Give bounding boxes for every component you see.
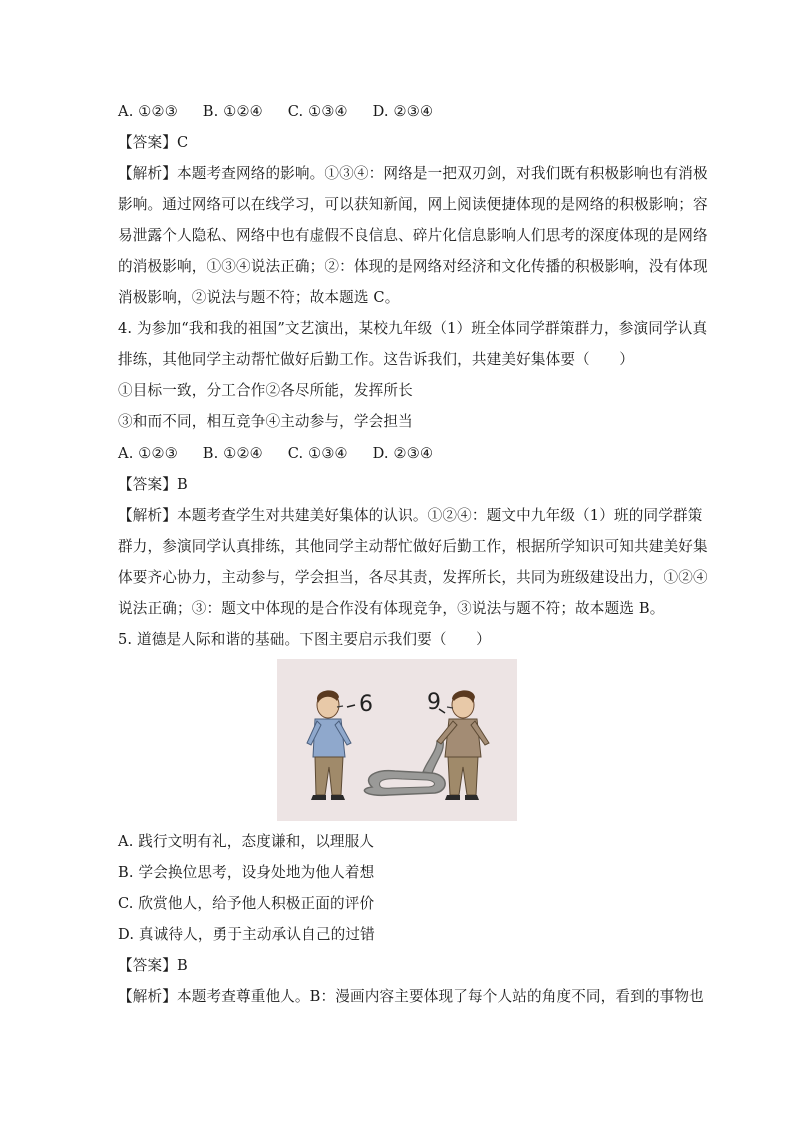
q3-options bbox=[118, 102, 433, 122]
left-speech-number: 6 bbox=[359, 692, 373, 717]
q3-analysis-line: 【解析】本题考查网络的影响。①③④：网络是一把双刃剑，对我们既有积极影响也有消极 bbox=[118, 165, 708, 182]
q3-analysis-line: 易泄露个人隐私、网络中也有虚假不良信息、碎片化信息影响人们思考的深度体现的是网络 bbox=[118, 227, 708, 244]
q4-analysis-line: 体要齐心协力，主动参与，学会担当，各尽其责，发挥所长，共同为班级建设出力，①②④ bbox=[118, 569, 708, 586]
q5-option-c: C. 欣赏他人，给予他人积极正面的评价 bbox=[118, 895, 375, 912]
right-speech-number: 9 bbox=[427, 690, 441, 715]
q4-option-a: A. ①②③ bbox=[118, 445, 178, 462]
cartoon-6-or-9-figure bbox=[277, 659, 517, 821]
q5-answer: 【答案】B bbox=[118, 957, 188, 974]
q4-analysis-line: 说法正确；③：题文中体现的是合作没有体现竞争，③说法与题不符；故本题选 B。 bbox=[118, 600, 665, 617]
q5-option-b: B. 学会换位思考，设身处地为他人着想 bbox=[118, 864, 375, 881]
q3-option-d: D. ②③④ bbox=[372, 103, 434, 120]
q5-stem: 5. 道德是人际和谐的基础。下图主要启示我们要（ ） bbox=[118, 631, 491, 648]
q4-item-line: ①目标一致，分工合作②各尽所能，发挥所长 bbox=[118, 382, 413, 399]
q4-options bbox=[118, 444, 433, 464]
q4-stem-line: 排练，其他同学主动帮忙做好后勤工作。这告诉我们，共建美好集体要（ ） bbox=[118, 351, 635, 368]
q3-analysis-line: 的消极影响，①③④说法正确；②：体现的是网络对经济和文化传播的积极影响，没有体现 bbox=[118, 258, 708, 275]
q5-option-a: A. 践行文明有礼，态度谦和，以理服人 bbox=[118, 833, 375, 850]
q4-analysis-line: 群力，参演同学认真排练，其他同学主动帮忙做好后勤工作，根据所学知识可知共建美好集 bbox=[118, 538, 708, 555]
q3-analysis-line: 影响。通过网络可以在线学习，可以获知新闻，网上阅读便捷体现的是网络的积极影响；容 bbox=[118, 196, 708, 213]
cartoon-svg bbox=[277, 659, 517, 821]
q4-answer: 【答案】B bbox=[118, 476, 188, 493]
q4-option-c: C. ①③④ bbox=[287, 445, 348, 462]
q4-item-line: ③和而不同，相互竞争④主动参与，学会担当 bbox=[118, 413, 413, 430]
q5-option-d: D. 真诚待人，勇于主动承认自己的过错 bbox=[118, 926, 375, 943]
q3-option-c: C. ①③④ bbox=[287, 103, 348, 120]
q5-analysis-line: 【解析】本题考查尊重他人。B：漫画内容主要体现了每个人站的角度不同，看到的事物也 bbox=[118, 988, 704, 1005]
q4-analysis-line: 【解析】本题考查学生对共建美好集体的认识。①②④：题文中九年级（1）班的同学群策 bbox=[118, 507, 703, 524]
q3-option-a: A. ①②③ bbox=[118, 103, 178, 120]
q4-stem-line: 4. 为参加“我和我的祖国”文艺演出，某校九年级（1）班全体同学群策群力，参演同学认真 bbox=[118, 320, 708, 337]
q3-option-b: B. ①②④ bbox=[202, 103, 263, 120]
q4-option-b: B. ①②④ bbox=[202, 445, 263, 462]
q4-option-d: D. ②③④ bbox=[372, 445, 434, 462]
q3-answer: 【答案】C bbox=[118, 134, 189, 151]
q3-analysis-line: 消极影响，②说法与题不符；故本题选 C。 bbox=[118, 289, 400, 306]
